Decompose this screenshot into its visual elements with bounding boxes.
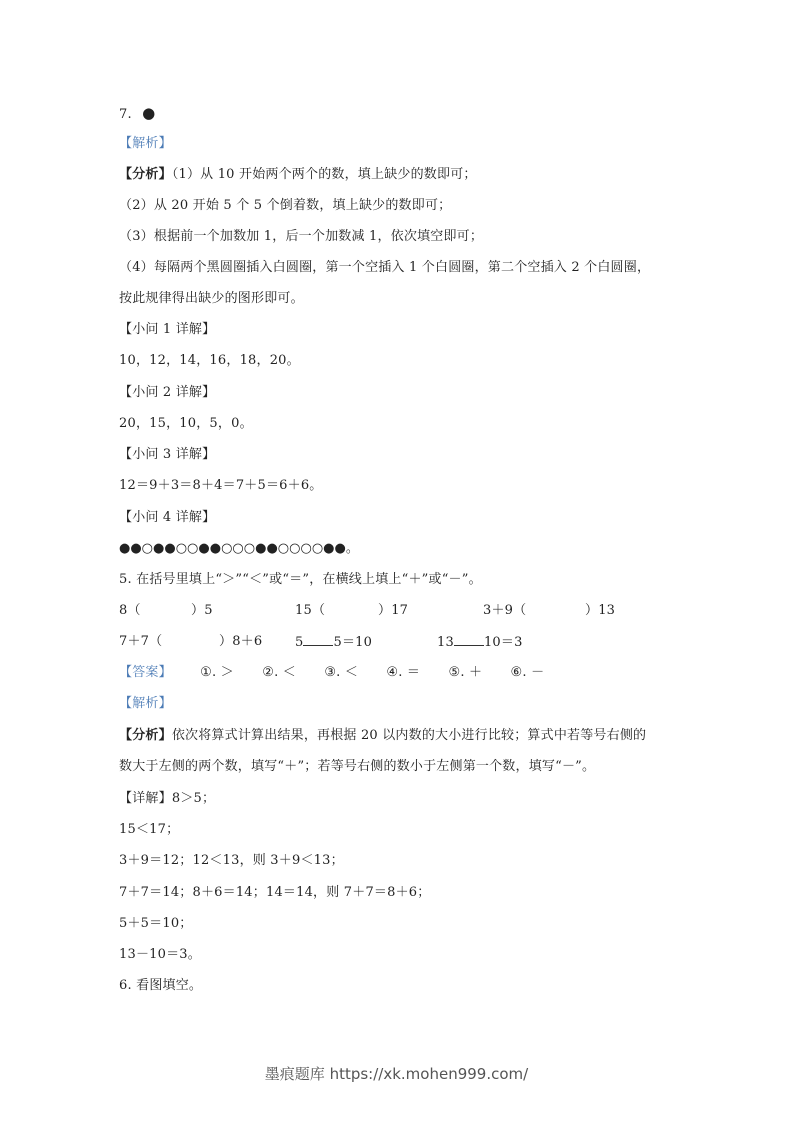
answer-6: ⑥. － [510,665,545,680]
q5-item-2-left: 15（ [295,603,326,618]
q7-analysis-line-4: （4）每隔两个黑圆圈插入白圆圈，第一个空插入 1 个白圆圈，第二个空插入 2 个白圆圈， [119,260,651,275]
answer-label: 【答案】 [119,665,172,680]
analysis-heading: 【解析】 [119,136,172,151]
q5-item-1-left: 8（ [119,603,141,618]
sub-question-4-heading: 【小问 4 详解】 [119,510,216,525]
black-circle-answer: ● [142,104,156,122]
question-number: 7. [119,107,132,122]
q5-answer-row [119,664,544,682]
analysis-label: 【分析】 [119,167,172,182]
q5-item-2-right: ）17 [378,603,409,618]
footer-watermark: 墨痕题库 https://xk.mohen999.com/ [264,1065,529,1083]
q5-item-3-right: ）13 [585,603,616,618]
detail-label: 【详解】 [119,791,172,806]
answer-5: ⑤. ＋ [448,665,483,680]
q6-prompt: 6. 看图填空。 [119,978,203,993]
fill-blank-line [303,633,333,646]
q5-analysis-line-2: 数大于左侧的两个数，填写“＋”；若等号右侧的数小于左侧第一个数，填写“－”。 [119,759,596,774]
q5-item-5: 5 5＝10 [295,635,373,650]
q5-prompt: 5. 在括号里填上“＞”“＜”或“＝”，在横线上填上“＋”或“－”。 [119,572,482,587]
answer-4: ④. ＝ [386,665,421,680]
q5-analysis-heading: 【解析】 [119,696,172,711]
q7-analysis-line-5: 按此规律得出缺少的图形即可。 [119,291,304,306]
sub-question-1-answer: 10，12，14，16，18，20。 [119,353,300,368]
q5-item-1-right: ）5 [191,603,213,618]
q7-answer-line [119,104,155,124]
q5-detail-line-2: 15＜17； [119,822,180,837]
q5-detail-line-1: 【详解】8＞5； [119,791,216,806]
q7-analysis-line-3: （3）根据前一个加数加 1，后一个加数减 1，依次填空即可； [119,229,484,244]
sub-question-2-heading: 【小问 2 详解】 [119,385,216,400]
q5-detail-line-4: 7＋7＝14；8＋6＝14；14＝14，则 7＋7＝8＋6； [119,885,431,900]
sub-question-2-answer: 20，15，10，5，0。 [119,416,253,431]
circle-pattern-answer: ●●○●●○○●●○○○●●○○○○●●。 [119,541,359,556]
q7-analysis-line-1: 【分析】（1）从 10 开始两个两个的数，填上缺少的数即可； [119,167,477,182]
q5-item-3-left: 3＋9（ [483,603,527,618]
q5-item-4-left: 7＋7（ [119,634,163,649]
q7-analysis-line-2: （2）从 20 开始 5 个 5 个倒着数，填上缺少的数即可； [119,198,452,213]
fill-blank-line [454,633,484,646]
q5-item-4-right: ）8＋6 [219,634,263,649]
sub-question-3-answer: 12＝9＋3＝8＋4＝7＋5＝6＋6。 [119,478,323,493]
q5-detail-line-6: 13－10＝3。 [119,947,201,962]
analysis-label: 【分析】 [119,728,172,743]
sub-question-1-heading: 【小问 1 详解】 [119,322,216,337]
q5-analysis-line-1: 【分析】依次将算式计算出结果，再根据 20 以内数的大小进行比较；算式中若等号右侧的 [119,728,647,743]
answer-2: ②. ＜ [262,665,296,680]
q5-detail-line-3: 3＋9＝12；12＜13，则 3＋9＜13； [119,853,344,868]
sub-question-3-heading: 【小问 3 详解】 [119,447,216,462]
q5-item-6: 13 10＝3 [437,635,523,650]
answer-3: ③. ＜ [324,665,359,680]
q5-detail-line-5: 5＋5＝10； [119,916,193,931]
answer-1: ①. ＞ [200,665,234,680]
